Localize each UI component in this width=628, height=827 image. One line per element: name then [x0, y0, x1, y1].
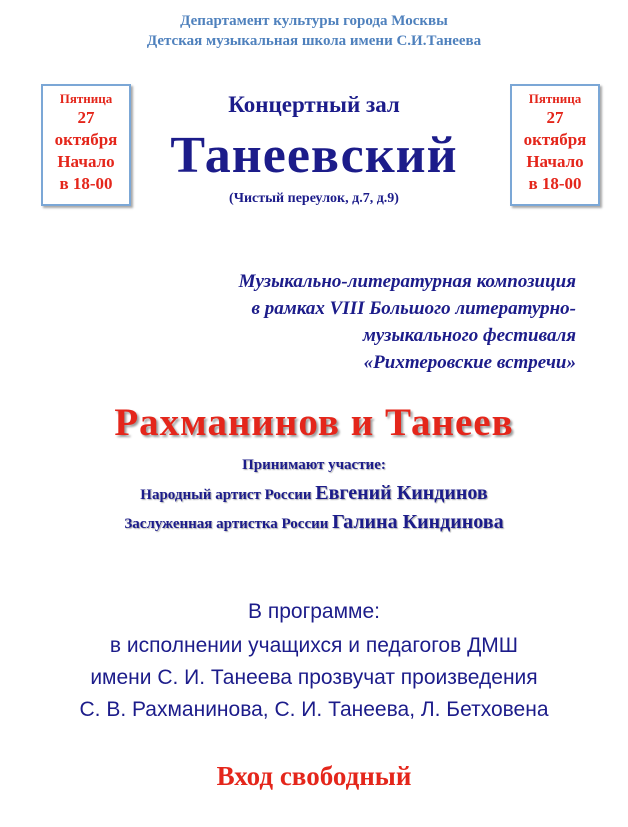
- date-time: в 18-00: [528, 174, 582, 193]
- date-start-label: Начало: [526, 152, 584, 171]
- event-title: Рахманинов и Танеев: [114, 401, 514, 444]
- participants-heading: Принимают участие:: [242, 457, 386, 473]
- date-day: 27: [546, 108, 564, 127]
- date-month: октября: [523, 130, 587, 149]
- participant-name: Евгений Киндинов: [315, 482, 488, 504]
- composition-description: [16, 268, 576, 376]
- date-day-of-week: Пятница: [528, 91, 582, 106]
- participant-row: [0, 482, 628, 505]
- program-line: в исполнении учащихся и педагогов ДМШ: [109, 634, 519, 657]
- date-time: в 18-00: [59, 174, 113, 193]
- date-start-label: Начало: [57, 152, 115, 171]
- hall-name: Танеевский: [170, 127, 458, 184]
- free-entry-notice: Вход свободный: [216, 761, 412, 791]
- program-line: имени С. И. Танеева прозвучат произведения: [90, 666, 538, 689]
- hall-address: (Чистый переулок, д.7, д.9): [229, 191, 399, 206]
- participant-row: [0, 511, 628, 534]
- participant-title: Заслуженная артистка России: [124, 516, 329, 532]
- composition-line: «Рихтеровские встречи»: [363, 352, 576, 373]
- hall-label: Концертный зал: [228, 92, 400, 117]
- composition-line: Музыкально-литературная композиция: [238, 271, 576, 292]
- date-day: 27: [77, 108, 95, 127]
- header-department: Департамент культуры города Москвы: [180, 13, 448, 29]
- composition-line: музыкального фестиваля: [362, 325, 576, 346]
- composition-line: в рамках VIII Большого литературно-: [251, 298, 576, 319]
- participant-name: Галина Киндинова: [332, 511, 504, 533]
- header-school: Детская музыкальная школа имени С.И.Танеева: [146, 33, 482, 49]
- date-month: октября: [54, 130, 118, 149]
- date-day-of-week: Пятница: [59, 91, 113, 106]
- program-line: С. В. Рахманинова, С. И. Танеева, Л. Бетховена: [79, 698, 549, 721]
- program-heading: В программе:: [248, 600, 380, 623]
- participant-title: Народный артист России: [140, 487, 312, 503]
